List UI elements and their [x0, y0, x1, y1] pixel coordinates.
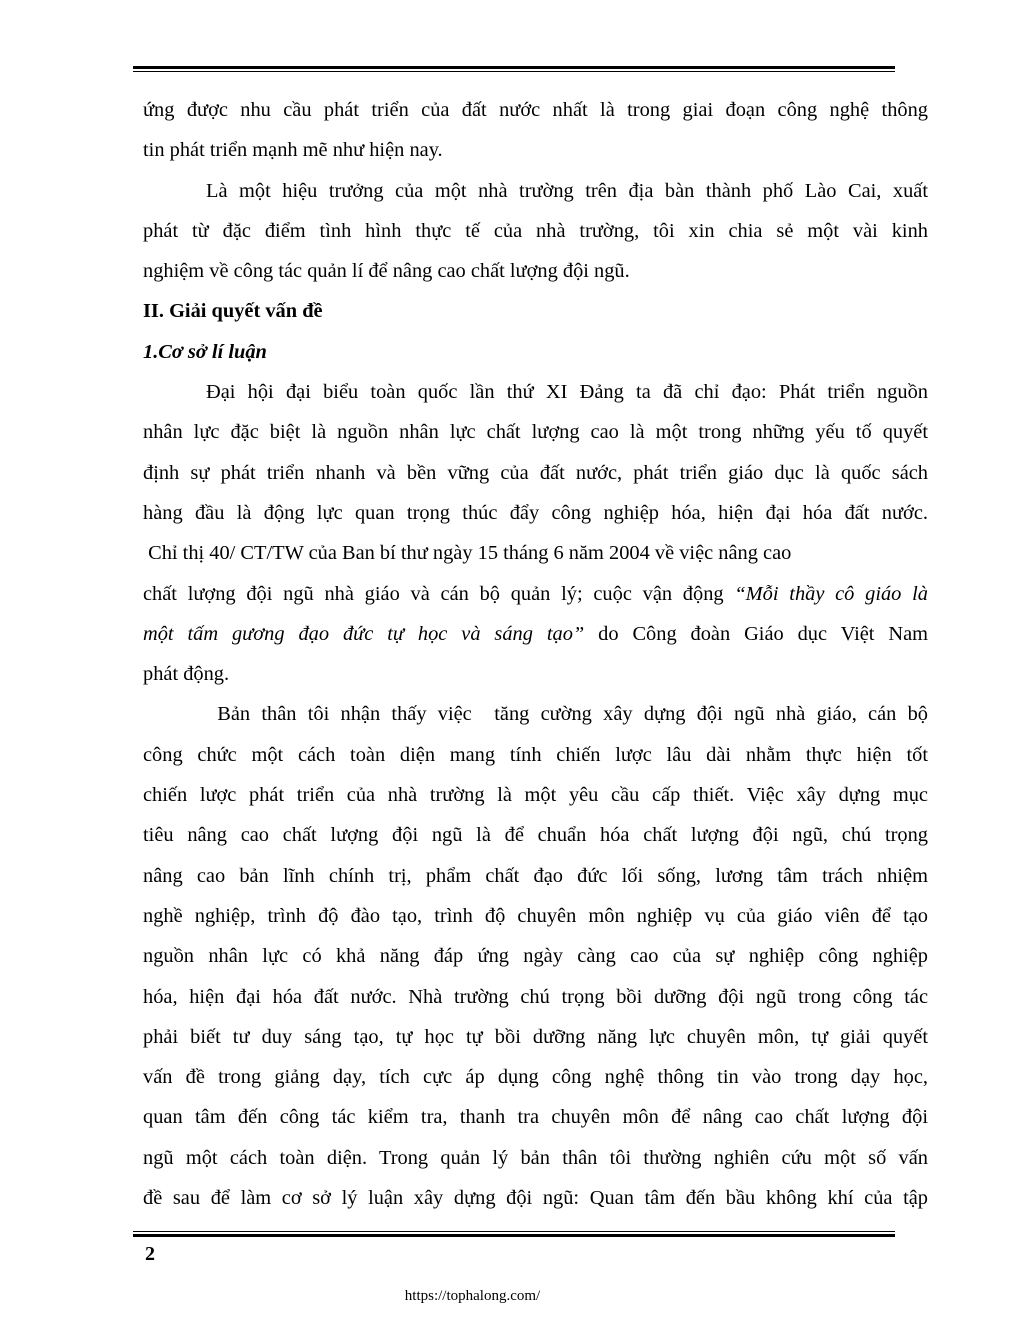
text-line: hàng đầu là động lực quan trọng thúc đẩy công nghiệp hóa, hiện đại hóa đất nước. — [143, 501, 928, 524]
text-line: phát từ đặc điểm tình hình thực tế của nhà trường, tôi xin chia sẻ một vài kinh — [143, 219, 928, 242]
text-line: quan tâm đến công tác kiểm tra, thanh tra chuyên môn để nâng cao chất lượng đội — [143, 1106, 928, 1129]
text-line: nghiệm về công tác quản lí để nâng cao chất lượng đội ngũ. — [143, 260, 630, 283]
header-rule — [133, 66, 895, 72]
text-line: công chức một cách toàn diện mang tính chiến lược lâu dài nhằm thực hiện tốt — [143, 743, 928, 766]
text-line: Bản thân tôi nhận thấy việc tăng cường xây dựng đội ngũ nhà giáo, cán bộ — [206, 703, 928, 726]
text-line: nghề nghiệp, trình độ đào tạo, trình độ chuyên môn nghiệp vụ của giáo viên để tạo — [143, 904, 928, 927]
text-line: định sự phát triển nhanh và bền vững của đất nước, phát triển giáo dục là quốc sách — [143, 461, 928, 484]
text-line: Đại hội đại biểu toàn quốc lần thứ XI Đảng ta đã chỉ đạo: Phát triển nguồn — [206, 381, 928, 404]
text-line: phát động. — [143, 663, 230, 686]
text-line: hóa, hiện đại hóa đất nước. Nhà trường chú trọng bồi dưỡng đội ngũ trong công tác — [143, 985, 928, 1008]
text-line: ngũ một cách toàn diện. Trong quản lý bản thân tôi thường nghiên cứu một số vấn — [143, 1146, 928, 1169]
paragraph-theory — [143, 372, 928, 694]
text-line: nhân lực đặc biệt là nguồn nhân lực chất lượng cao là một trong những yếu tố quyết — [143, 421, 928, 444]
section-heading: II. Giải quyết vấn đề — [143, 300, 323, 323]
text-line: chiến lược phát triển của nhà trường là một yêu cầu cấp thiết. Việc xây dựng mục — [143, 784, 928, 807]
text-line: nguồn nhân lực có khả năng đáp ứng ngày càng cao của sự nghiệp công nghiệp — [143, 945, 928, 968]
quote-text: một tấm gương đạo đức tự học và sáng tạo” — [143, 622, 585, 645]
text-line: ứng được nhu cầu phát triển của đất nước nhất là trong giai đoạn công nghệ thông — [143, 99, 928, 121]
text-line: đề sau để làm cơ sở lý luận xây dựng đội ngũ: Quan tâm đến bầu không khí của tập — [143, 1187, 928, 1210]
paragraph-personal-view — [143, 694, 928, 1218]
page-body — [143, 90, 928, 1218]
text-line: vấn đề trong giảng dạy, tích cực áp dụng công nghệ thông tin vào trong dạy học, — [143, 1066, 928, 1089]
text-line: Chỉ thị 40/ CT/TW của Ban bí thư ngày 15 tháng 6 năm 2004 về việc nâng cao — [143, 542, 792, 565]
text-line: phải biết tư duy sáng tạo, tự học tự bồi dưỡng năng lực chuyên môn, tự giải quyết — [143, 1025, 928, 1048]
footer-rule — [133, 1231, 895, 1237]
text-line-mixed — [143, 614, 928, 654]
text-line: nâng cao bản lĩnh chính trị, phẩm chất đạo đức lối sống, lương tâm trách nhiệm — [143, 864, 928, 887]
text-line: tin phát triển mạnh mẽ như hiện nay. — [143, 139, 443, 162]
subsection-heading: 1.Cơ sở lí luận — [143, 340, 267, 363]
text-line-mixed — [143, 574, 928, 614]
paragraph-principal-intro — [143, 171, 928, 292]
page-number: 2 — [145, 1243, 155, 1265]
text-run: chất lượng đội ngũ nhà giáo và cán bộ quản lý; cuộc vận động — [143, 582, 735, 605]
footer-url-link[interactable]: https://tophalong.com/ — [404, 1288, 541, 1304]
text-line: Là một hiệu trưởng của một nhà trường trên địa bàn thành phố Lào Cai, xuất — [206, 179, 928, 202]
paragraph-intro-continuation — [143, 90, 928, 171]
text-line: tiêu nâng cao chất lượng đội ngũ là để chuẩn hóa chất lượng đội ngũ, chú trọng — [143, 824, 928, 847]
quote-text: “Mỗi thầy cô giáo là — [734, 582, 928, 605]
text-run: do Công đoàn Giáo dục Việt Nam — [584, 622, 929, 645]
